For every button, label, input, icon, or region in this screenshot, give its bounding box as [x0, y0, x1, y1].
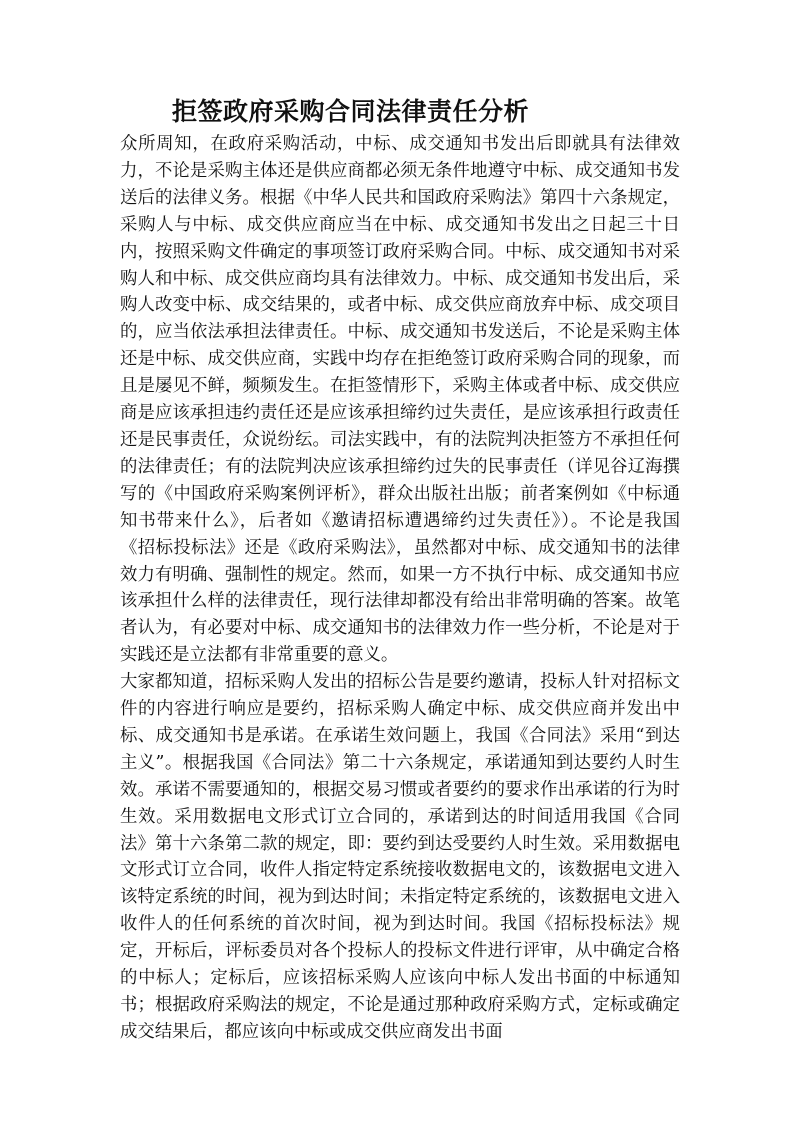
document-title: 拒签政府采购合同法律责任分析	[172, 97, 530, 126]
paragraph-1: 众所周知，在政府采购活动，中标、成交通知书发出后即就具有法律效力，不论是采购主体还是供应商都必须无条件地遵守中标、成交通知书发送后的法律义务。根据《中华人民共和国政府采购法》第四十六条规定，采购人与中标、成交供应商应当在中标、成交通知书发出之日起三十日内，按照采购文件确定的事项签订政府采购合同。中标、成交通知书对采购人和中标、成交供应商均具有法律效力。中标、成交通知书发出后，采购人改变中标、成交结果的，或者中标、成交供应商放弃中标、成交项目的，应当依法承担法律责任。中标、成交通知书发送后，不论是采购主体还是中标、成交供应商，实践中均存在拒绝签订政府采购合同的现象，而且是屡见不鲜，频频发生。在拒签情形下，采购主体或者中标、成交供应商是应该承担违约责任还是应该承担缔约过失责任，是应该承担行政责任还是民事责任，众说纷纭。司法实践中，有的法院判决拒签方不承担任何的法律责任；有的法院判决应该承担缔约过失的民事责任（详见谷辽海撰写的《中国政府采购案例评析》，群众出版社出版；前者案例如《中标通知书带来什么》，后者如《邀请招标遭遇缔约过失责任》）。不论是我国《招标投标法》还是《政府采购法》，虽然都对中标、成交通知书的法律效力有明确、强制性的规定。然而，如果一方不执行中标、成交通知书应该承担什么样的法律责任，现行法律却都没有给出非常明确的答案。故笔者认为，有必要对中标、成交通知书的法律效力作一些分析，不论是对于实践还是立法都有非常重要的意义。	[120, 134, 680, 666]
paragraph-2: 大家都知道，招标采购人发出的招标公告是要约邀请，投标人针对招标文件的内容进行响应是要约，招标采购人确定中标、成交供应商并发出中标、成交通知书是承诺。在承诺生效问题上，我国《合同法》采用“到达主义”。根据我国《合同法》第二十六条规定，承诺通知到达要约人时生效。承诺不需要通知的，根据交易习惯或者要约的要求作出承诺的行为时生效。采用数据电文形式订立合同的，承诺到达的时间适用我国《合同法》第十六条第二款的规定，即：要约到达受要约人时生效。采用数据电文形式订立合同，收件人指定特定系统接收数据电文的，该数据电文进入该特定系统的时间，视为到达时间；未指定特定系统的，该数据电文进入收件人的任何系统的首次时间，视为到达时间。我国《招标投标法》规定，开标后，评标委员对各个投标人的投标文件进行评审，从中确定合格的中标人；定标后，应该招标采购人应该向中标人发出书面的中标通知书；根据政府采购法的规定，不论是通过那种政府采购方式，定标或确定成交结果后，都应该向中标或成交供应商发出书面	[120, 672, 680, 1042]
document-body	[120, 131, 680, 1046]
